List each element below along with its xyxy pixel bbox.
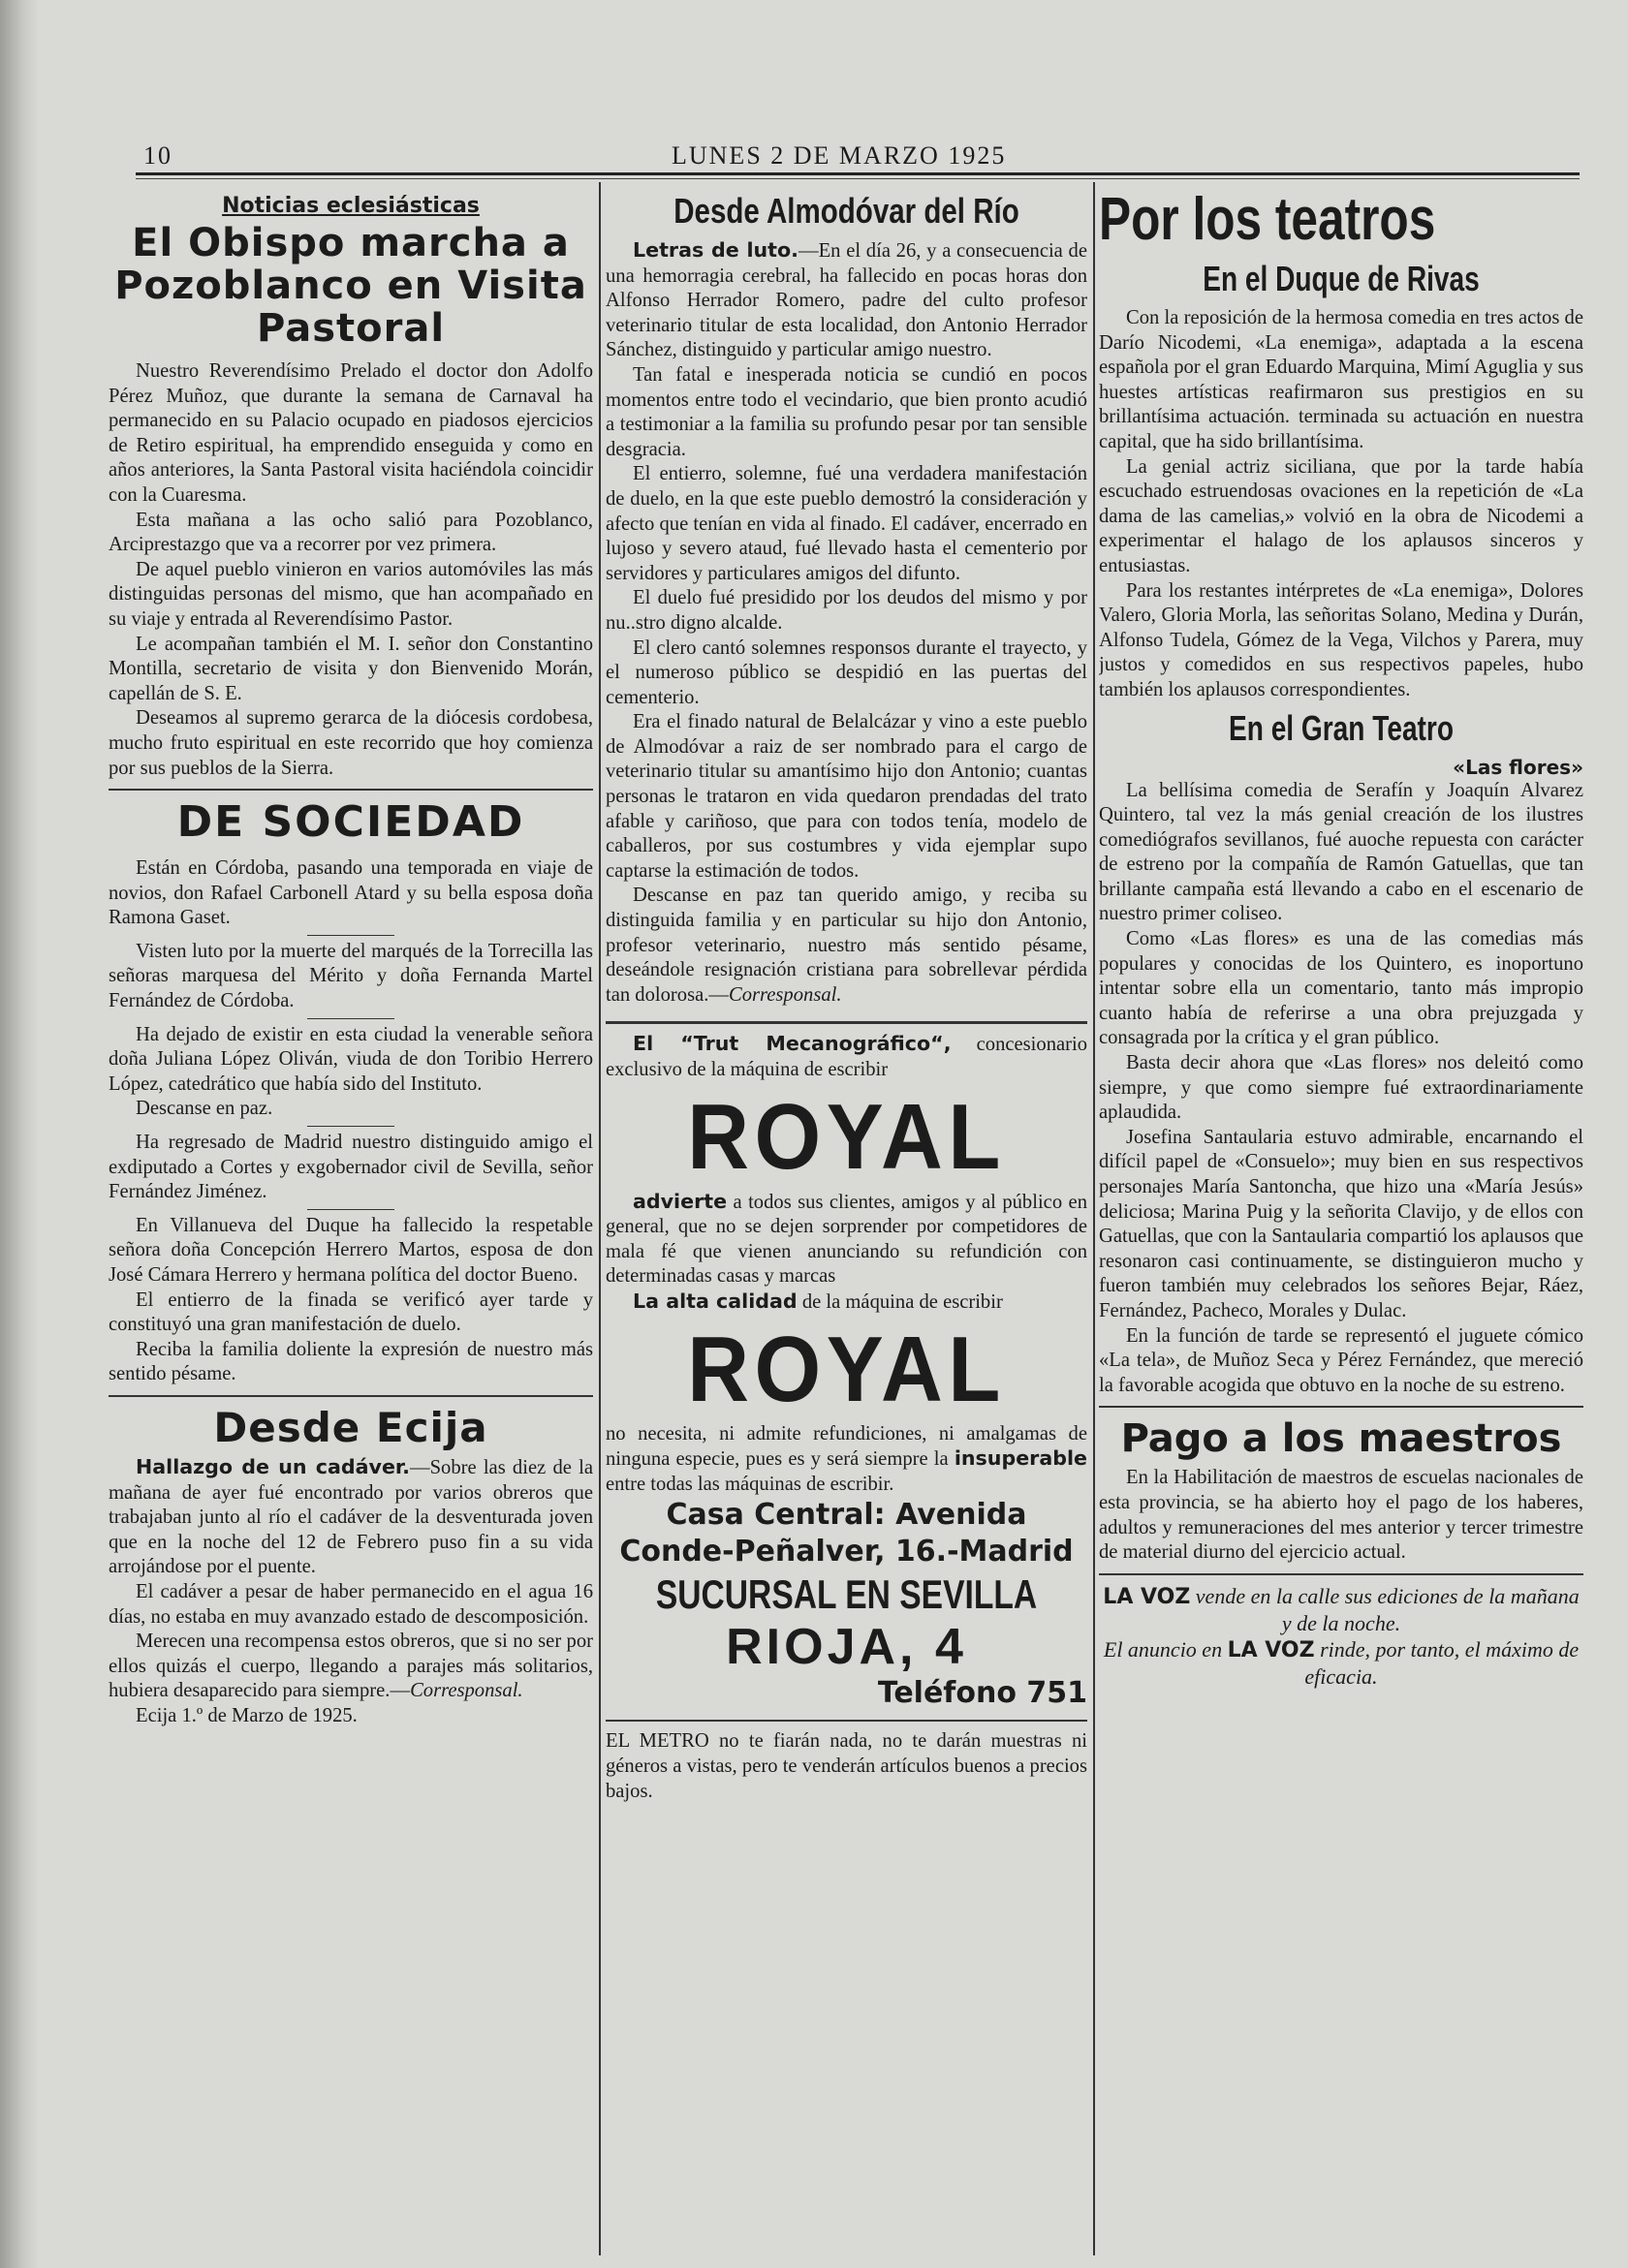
header-rule-thin <box>136 178 1580 179</box>
ecija-paragraph <box>109 1630 593 1704</box>
sociedad-paragraph: Ha dejado de existir en esta ciudad la venerable señora doña Juliana López Oliván, viuda de don Toribio Herrero López, catedrático que había sido del Instituto. <box>109 1023 593 1095</box>
la-voz-brand: LA VOZ <box>1227 1637 1315 1662</box>
item-rule <box>307 1126 394 1127</box>
ad-intro-bold: El “Trut Mecanográfico“, <box>633 1032 952 1056</box>
metro-notice: EL METRO no te fiarán nada, no te darán muestras ni géneros a vistas, pero te venderán artículos buenos a precios bajos. <box>606 1730 1087 1802</box>
item-rule <box>307 935 394 936</box>
sociedad-paragraph: Descanse en paz. <box>136 1098 273 1120</box>
teatros-paragraph: La bellísima comedia de Serafín y Joaquín Alvarez Quintero, tal vez la más genial creación de los ilustres comediógrafos sevillanos, fué auoche repuesta con carácter de estreno por la compañía de Ramón Gatuellas, que tan brillante campaña está llevando a cabo en el escenario de nuestro primer coliseo. <box>1099 779 1583 925</box>
ad-text: a todos sus clientes, amigos y al público en general, que no se dejen sorprender por competidores de mala fé que vienen anunciando su refundición con determinadas casas y marcas <box>606 1191 1087 1288</box>
ad-bold: La alta calidad <box>633 1289 798 1313</box>
ecija-paragraph <box>109 1455 593 1580</box>
ad-intro <box>606 1032 1087 1082</box>
duque-subheadline: En el Duque de Rivas <box>1203 259 1480 298</box>
section-rule <box>1099 1573 1583 1575</box>
royal-brand: ROYAL <box>687 1317 1006 1421</box>
la-voz-text: rinde, por tanto, el máximo de eficacia. <box>1304 1636 1580 1689</box>
column-divider-1 <box>599 182 601 2255</box>
obispo-headline: El Obispo marcha a Pozoblanco en Visita Pastoral <box>114 221 587 351</box>
almodovar-paragraph: Tan fatal e inesperada noticia se cundió en pocos momentos entre todo el vecindario, que bien pronto acudió a testimoniar a la familia su profundo pesar por tan sensible desgracia. <box>606 363 1087 460</box>
pago-headline: Pago a los maestros <box>1120 1416 1562 1462</box>
ad-intro-text: concesionario exclusivo de la máquina de escribir <box>606 1034 1087 1080</box>
ecija-lead: Hallazgo de un cadáver. <box>136 1454 410 1478</box>
obispo-paragraph: Nuestro Reverendísimo Prelado el doctor don Adolfo Pérez Muñoz, que durante la semana de Carnaval ha permanecido en su Palacio ocupado en piadosos ejercicios de Retiro espiritual, ha emprendido enseguida y como en años anteriores, la Santa Pastoral visita haciéndola coincidir con la Cuaresma. <box>109 360 593 506</box>
almodovar-paragraph: Era el finado natural de Belalcázar y vino a este pueblo de Almodóvar a raiz de ser nombrado para el cargo de veterinario titular su amantísimo hijo don Antonio; cuantas personas le trataron en vida quedaron prendadas del trato afable y cariñoso, que para con todos tenía, modelo de caballeros, por sus costumbres y vida ejemplar supo captarse la estimación de todos. <box>606 711 1087 882</box>
teatros-paragraph: Josefina Santaularia estuvo admirable, encarnando el difícil papel de «Consuelo»; muy bien en sus respectivos personajes María Santoncha, que hizo una «María Jesús» deliciosa; Marina Puig y la señorita Clavijo, y de ellos con Gatuellas, que con la Santaularia compartió los aplausos que resonaron casi continuamente, se distinguieron mucho y fueron también muy celebrados los señores Bejar, Ráez, Fernández, Pacheco, Morales y Dulac. <box>1099 1126 1583 1321</box>
section-rule <box>109 789 593 791</box>
ad-paragraph <box>606 1289 1087 1316</box>
almodovar-paragraph: El duelo fué presidido por los deudos del mismo y por nu..stro digno alcalde. <box>606 587 1087 634</box>
sociedad-paragraph: Reciba la familia doliente la expresión de nuestro más sentido pésame. <box>109 1338 593 1385</box>
ad-sucursal: SUCURSAL EN SEVILLA <box>655 1571 1038 1618</box>
item-rule <box>307 1018 394 1019</box>
ad-paragraph <box>606 1190 1087 1289</box>
almodovar-text: —En el día 26, y a consecuencia de una hemorragia cerebral, ha fallecido en pocas horas don Alfonso Herrador Romero, padre del culto profesor veterinario titular de esta localidad, don Antonio Herrador Sánchez, distinguido y particular amigo nuestro. <box>606 240 1087 361</box>
sociedad-paragraph: Visten luto por la muerte del marqués de la Torrecilla las señoras marquesa del Mérito y doña Fernanda Martel Fernández de Córdoba. <box>109 940 593 1012</box>
royal-advertisement <box>606 1021 1087 1712</box>
ad-bold: advierte <box>633 1189 728 1213</box>
section-rule <box>109 1395 593 1397</box>
la-voz-text: vende en la calle sus ediciones de la mañana y de la noche. <box>1190 1583 1580 1635</box>
almodovar-lead: Letras de luto. <box>633 238 798 262</box>
ad-telephone: Teléfono 751 <box>877 1676 1087 1711</box>
ad-address: RIOJA, 4 <box>726 1619 967 1676</box>
column-2 <box>606 186 1087 2240</box>
teatros-paragraph: La genial actriz siciliana, que por la tarde había escuchado estruendosas ovaciones en la repetición de «La dama de las camelias,» volvió en la obra de Nicodemi a experimentar el halago de los aplausos sinceros y entusiastas. <box>1099 455 1583 576</box>
ecija-dateline: Ecija 1.º de Marzo de 1925. <box>136 1704 358 1726</box>
almodovar-paragraph <box>606 238 1087 363</box>
teatros-paragraph: Con la reposición de la hermosa comedia en tres actos de Darío Nicodemi, «La enemiga», adaptada a la escena española por el gran Eduardo Marquina, Mimí Aguglia y sus huestes artísticas reafirmaron sus prestigios en su brillantísima actuación. terminada su actuación en nuestra capital, que ha sido brillantísima. <box>1099 307 1583 452</box>
pago-paragraph: En la Habilitación de maestros de escuelas nacionales de esta provincia, se ha abierto hoy el pago de los haberes, adultos y remuneraciones del mes anterior y tercer trimestre de material diurno del ejercicio actual. <box>1099 1467 1583 1564</box>
obispo-paragraph: Deseamos al supremo gerarca de la diócesis cordobesa, mucho fruto espiritual en este recorrido que hoy comienza por sus pueblos de la Sierra. <box>109 707 593 779</box>
teatros-paragraph: Como «Las flores» es una de las comedias más populares y conocidas de los Quintero, es inoportuno intentar sobre ella un comentario, tanto más impropio cuanto había de referirse a una obra prejuzgada y consagrada por la crítica y el gran público. <box>1099 928 1583 1049</box>
teatros-paragraph: Para los restantes intérpretes de «La enemiga», Dolores Valero, Gloria Morla, las señoritas Solano, Medina y Durán, Alfonso Tudela, Gómez de la Vega, Vilchos y Parera, muy justos y comedidos en sus respectivos papeles, hubo también los aplausos correspondientes. <box>1099 579 1583 700</box>
page-binding-edge <box>0 0 39 2268</box>
ecija-paragraph: El cadáver a pesar de haber permanecido en el agua 16 días, no estaba en muy avanzado estado de descomposición. <box>109 1580 593 1628</box>
issue-date: LUNES 2 DE MARZO 1925 <box>672 141 1007 170</box>
column-3 <box>1099 186 1583 2240</box>
teatros-headline: Por los teatros <box>1099 186 1436 253</box>
correspondent-signature: Corresponsal. <box>410 1680 523 1702</box>
almodovar-paragraph: El entierro, solemne, fué una verdadera manifestación de duelo, en la que este pueblo demostró la consideración y afecto que tenían en vida al finado. El cadáver, encerrado en lujoso y severo ataud, fué llevado hasta el cementerio por servidores y particulares amigos del difunto. <box>606 463 1087 584</box>
ecija-headline: Desde Ecija <box>213 1403 488 1451</box>
column-1 <box>109 186 593 2240</box>
almodovar-text: Descanse en paz tan querido amigo, y reciba su distinguida familia y en particular su hijo don Antonio, profesor veterinario, nuestro más sentido pésame, deseándole resignación cristiana para sobrellevar pérdida tan dolorosa.— <box>606 885 1087 1006</box>
sociedad-paragraph: Están en Córdoba, pasando una temporada en viaje de novios, don Rafael Carbonell Atard y su bella esposa doña Ramona Gaset. <box>109 857 593 929</box>
section-rule <box>1099 1406 1583 1408</box>
obispo-paragraph: De aquel pueblo vinieron en varios automóviles las más distinguidas personas del mismo, que han acompañado en su viaje y entrada al Reverendísimo Pastor. <box>109 558 593 630</box>
correspondent-signature: Corresponsal. <box>728 983 842 1006</box>
sociedad-headline: DE SOCIEDAD <box>176 797 525 848</box>
ad-text: de la máquina de escribir <box>797 1290 1003 1313</box>
section-kicker: Noticias eclesiásticas <box>222 194 480 218</box>
teatros-paragraph: En la función de tarde se representó el juguete cómico «La tela», de Muñoz Seca y Pérez Fernández, que mereció la favorable acogida que obtuvo en la noche de su estreno. <box>1099 1324 1583 1396</box>
ecija-text: —Sobre las diez de la mañana de ayer fué encontrado por varios obreros que trabajaban junto al río el cadáver de la desventurada joven que en la noche del 12 de Febrero puso fin a su vida arrojándose por el puente. <box>109 1456 593 1578</box>
la-voz-text: El anuncio en <box>1103 1636 1228 1662</box>
la-voz-line <box>1099 1583 1583 1636</box>
teatros-paragraph: Basta decir ahora que «Las flores» nos deleitó como siempre, y que como siempre fué extraordinariamente aplaudida. <box>1099 1052 1583 1124</box>
gran-teatro-subheadline: En el Gran Teatro <box>1229 707 1454 748</box>
la-voz-line <box>1099 1636 1583 1690</box>
ecija-text: Merecen una recompensa estos obreros, que si no ser por ellos quizás el cuerpo, llegando a parajes más solitarios, hubiera desaparecido para siempre.— <box>109 1631 593 1702</box>
section-rule <box>606 1720 1087 1722</box>
page-header <box>143 141 1578 171</box>
ad-paragraph <box>606 1422 1087 1498</box>
ad-bold: insuperable <box>954 1446 1087 1471</box>
sociedad-paragraph: En Villanueva del Duque ha fallecido la respetable señora doña Concepción Herrero Martos, esposa de don José Cámara Herrero y hermana política del doctor Bueno. <box>109 1214 593 1286</box>
almodovar-headline: Desde Almodóvar del Río <box>673 191 1019 231</box>
sociedad-paragraph: El entierro de la finada se verificó ayer tarde y constituyó una gran manifestación de duelo. <box>109 1289 593 1336</box>
ad-text: no necesita, ni admite refundiciones, ni amalgamas de ninguna especie, pues es y será siempre la <box>606 1422 1087 1471</box>
page-number: 10 <box>143 141 172 170</box>
play-title: «Las flores» <box>1453 755 1583 779</box>
la-voz-brand: LA VOZ <box>1103 1584 1191 1609</box>
ad-casa-central: Casa Central: Avenida Conde-Peñalver, 16.-Madrid <box>619 1498 1074 1569</box>
ad-text: entre todas las máquinas de escribir. <box>606 1473 894 1495</box>
almodovar-paragraph <box>606 884 1087 1008</box>
header-rule <box>136 172 1580 175</box>
column-divider-2 <box>1093 182 1095 2255</box>
almodovar-paragraph: El clero cantó solemnes responsos durante el trayecto, y el numeroso público se despidió en las puertas del cementerio. <box>606 637 1087 708</box>
item-rule <box>307 1209 394 1210</box>
sociedad-paragraph: Ha regresado de Madrid nuestro distinguido amigo el exdiputado a Cortes y exgobernador civil de Sevilla, señor Fernández Jiménez. <box>109 1132 593 1203</box>
royal-brand: ROYAL <box>687 1084 1006 1189</box>
obispo-paragraph: Esta mañana a las ocho salió para Pozoblanco, Arciprestazgo que va a recorrer por vez primera. <box>109 509 593 556</box>
la-voz-notice <box>1099 1583 1583 1690</box>
obispo-paragraph: Le acompañan también el M. I. señor don Constantino Montilla, secretario de visita y don Bienvenido Morán, capellán de S. E. <box>109 633 593 704</box>
